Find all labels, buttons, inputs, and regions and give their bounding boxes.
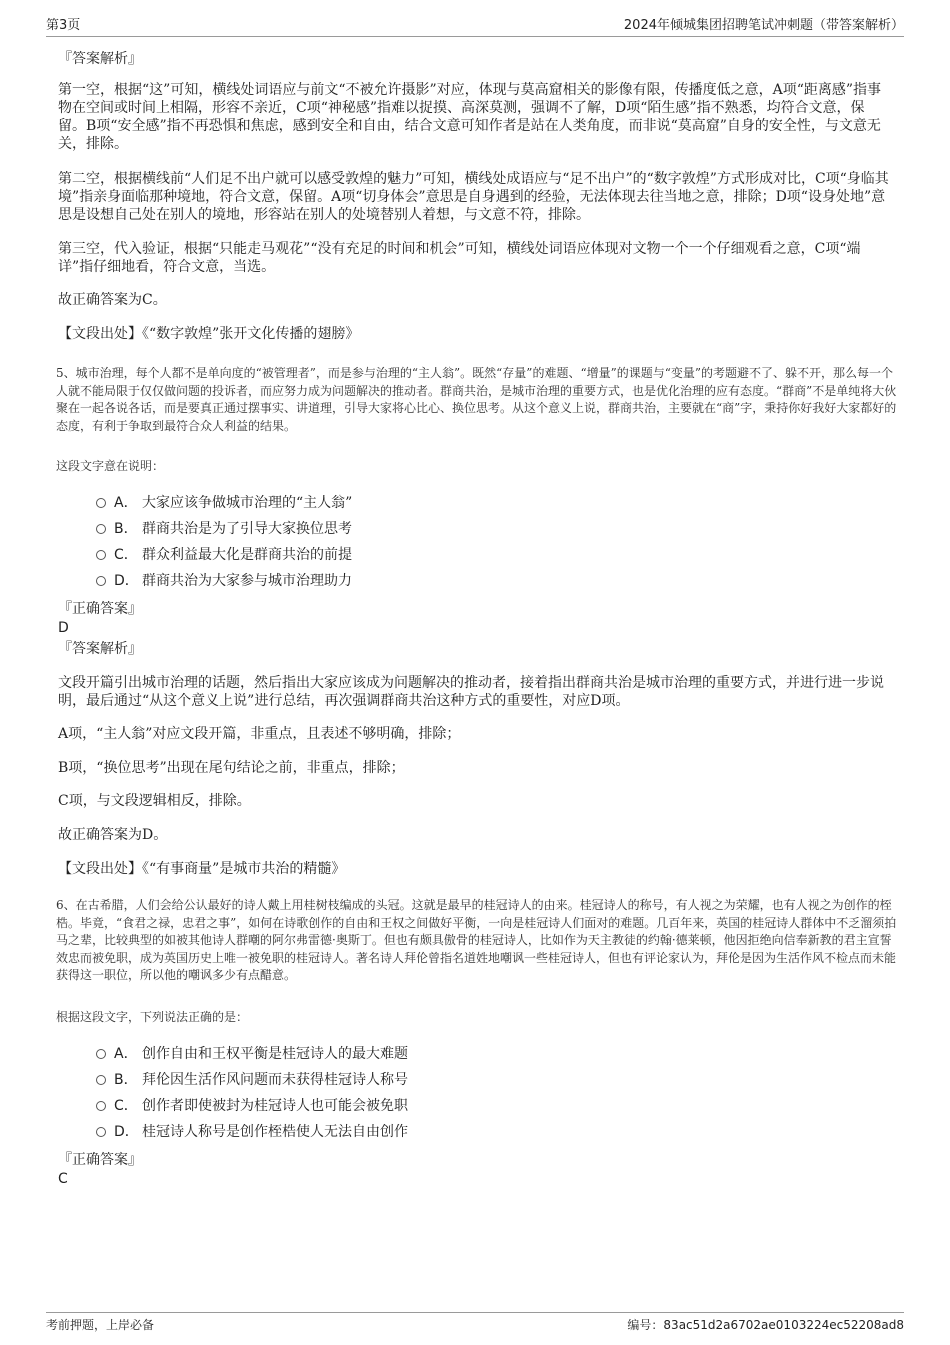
q5-option-a[interactable]: A． 大家应该争做城市治理的“主人翁”: [96, 494, 352, 512]
q5-passage: 5、城市治理，每个人都不是单向度的“被管理者”，而是参与治理的“主人翁”。既然“存量”的难题、“增量”的课题与“变量”的考题避不了、躲不开，那么每一个人就不能局限于仅仅做问题的投诉者，而应努力成为问题解决的推动者。群商共治，是城市治理的重要方式，也是优化治理的应有态度。“群商”不是单纯将大伙聚在一起各说各话，而是要真正通过摆事实、讲道理，引导大家将心比心、换位思考。从这个意义上说，群商共治，主要就在“商”字，秉持你好我好大家都好的态度，有利于争取到最符合众人利益的结果。: [56, 366, 897, 433]
q5-note-b: B项，“换位思考”出现在尾句结论之前，非重点，排除；: [58, 760, 405, 776]
radio-icon[interactable]: [96, 576, 106, 586]
q6-option-d[interactable]: D． 桂冠诗人称号是创作桎梏使人无法自由创作: [96, 1123, 408, 1141]
radio-icon[interactable]: [96, 550, 106, 560]
radio-icon[interactable]: [96, 524, 106, 534]
q6-answer-title: 『正确答案』: [58, 1152, 142, 1168]
document-title: 2024年倾城集团招聘笔试冲刺题（带答案解析）: [623, 18, 904, 33]
q5-analysis: 文段开篇引出城市治理的话题，然后指出大家应该成为问题解决的推动者，接着指出群商共治是城市治理的重要方式，并进行进一步说明，最后通过“从这个意义上说”进行总结，再次强调群商共治这种方式的重要性，对应D项。: [58, 675, 884, 709]
q6-option-b[interactable]: B． 拜伦因生活作风问题而未获得桂冠诗人称号: [96, 1071, 408, 1089]
q5-source: 【文段出处】《“有事商量”是城市共治的精髓》: [58, 861, 346, 877]
q4-analysis-title: 『答案解析』: [58, 51, 142, 67]
q4-analysis-paragraph-2: 第二空，根据横线前“人们足不出户就可以感受敦煌的魅力”可知，横线处成语应与“足不出户”的“数字敦煌”方式形成对比，C项“身临其境”指亲身面临那种境地，符合文意，保留。A项“切身体会”意思是自身遇到的经验，无法体现去往当地之意，排除；D项“设身处地”意思是设想自己处在别人的境地，形容站在别人的处境替别人着想，与文意不符，排除。: [58, 171, 889, 223]
q6-passage: 6、在古希腊，人们会给公认最好的诗人戴上用桂树枝编成的头冠。这就是最早的桂冠诗人的由来。桂冠诗人的称号，有人视之为荣耀，也有人视之为创作的桎梏。毕竟，“食君之禄，忠君之事”，如何在诗歌创作的自由和王权之间做好平衡，一向是桂冠诗人们面对的难题。几百年来，英国的桂冠诗人群体中不乏溜须拍马之辈，比较典型的如被其他诗人群嘲的阿尔弗雷德·奥斯丁。但也有颇具傲骨的桂冠诗人，比如作为天主教徒的约翰·德莱顿，他因拒绝向信奉新教的君主宣誓效忠而被免职，成为英国历史上唯一被免职的桂冠诗人。著名诗人拜伦曾指名道姓地嘲讽一些桂冠诗人，但也有评论家认为，拜伦是因为生活作风不检点而未能获得这一职位，所以他的嘲讽多少有点醋意。: [56, 898, 897, 982]
q5-option-c[interactable]: C． 群众利益最大化是群商共治的前提: [96, 546, 352, 564]
q5-analysis-title: 『答案解析』: [58, 641, 142, 657]
q5-stem: 这段文字意在说明：: [56, 459, 165, 473]
page-number: 第3页: [46, 18, 81, 33]
q5-option-d[interactable]: D． 群商共治为大家参与城市治理助力: [96, 572, 352, 590]
q5-answer: D: [58, 620, 69, 636]
radio-icon[interactable]: [96, 1127, 106, 1137]
q6-option-c[interactable]: C． 创作者即使被封为桂冠诗人也可能会被免职: [96, 1097, 408, 1115]
q6-option-a[interactable]: A． 创作自由和王权平衡是桂冠诗人的最大难题: [96, 1045, 408, 1063]
footer-serial: 编号：83ac51d2a6702ae0103224ec52208ad8: [627, 1318, 904, 1332]
radio-icon[interactable]: [96, 498, 106, 508]
q5-note-a: A项，“主人翁”对应文段开篇，非重点，且表述不够明确，排除；: [58, 726, 461, 742]
q5-note-c: C项，与文段逻辑相反，排除。: [58, 793, 251, 809]
radio-icon[interactable]: [96, 1101, 106, 1111]
q5-option-b[interactable]: B． 群商共治是为了引导大家换位思考: [96, 520, 352, 538]
q4-analysis-paragraph-3: 第三空，代入验证，根据“只能走马观花”“没有充足的时间和机会”可知，横线处词语应体现对文物一个一个仔细观看之意，C项“端详”指仔细地看，符合文意，当选。: [58, 241, 861, 275]
q6-answer: C: [58, 1171, 68, 1187]
q5-answer-title: 『正确答案』: [58, 601, 142, 617]
radio-icon[interactable]: [96, 1075, 106, 1085]
q4-analysis-paragraph-1: 第一空，根据“这”可知，横线处词语应与前文“不被允许摄影”对应，体现与莫高窟相关的影像有限，传播度低之意，A项“距离感”指事物在空间或时间上相隔，形容不亲近，C项“神秘感”指难以捉摸、高深莫测，强调不了解，D项“陌生感”指不熟悉，均符合文意，保留。B项“安全感”指不再恐惧和焦虑，感到安全和自由，结合文意可知作者是站在人类角度，而非说“莫高窟”自身的安全性，与文意无关，排除。: [58, 82, 882, 152]
q4-source: 【文段出处】《“数字敦煌”张开文化传播的翅膀》: [58, 326, 360, 342]
page-footer: [46, 1312, 904, 1335]
q4-conclusion: 故正确答案为C。: [58, 292, 167, 308]
q5-conclusion: 故正确答案为D。: [58, 827, 168, 843]
footer-slogan: 考前押题，上岸必备: [46, 1318, 155, 1332]
radio-icon[interactable]: [96, 1049, 106, 1059]
q6-stem: 根据这段文字，下列说法正确的是：: [56, 1010, 249, 1024]
page-header: [46, 14, 904, 37]
